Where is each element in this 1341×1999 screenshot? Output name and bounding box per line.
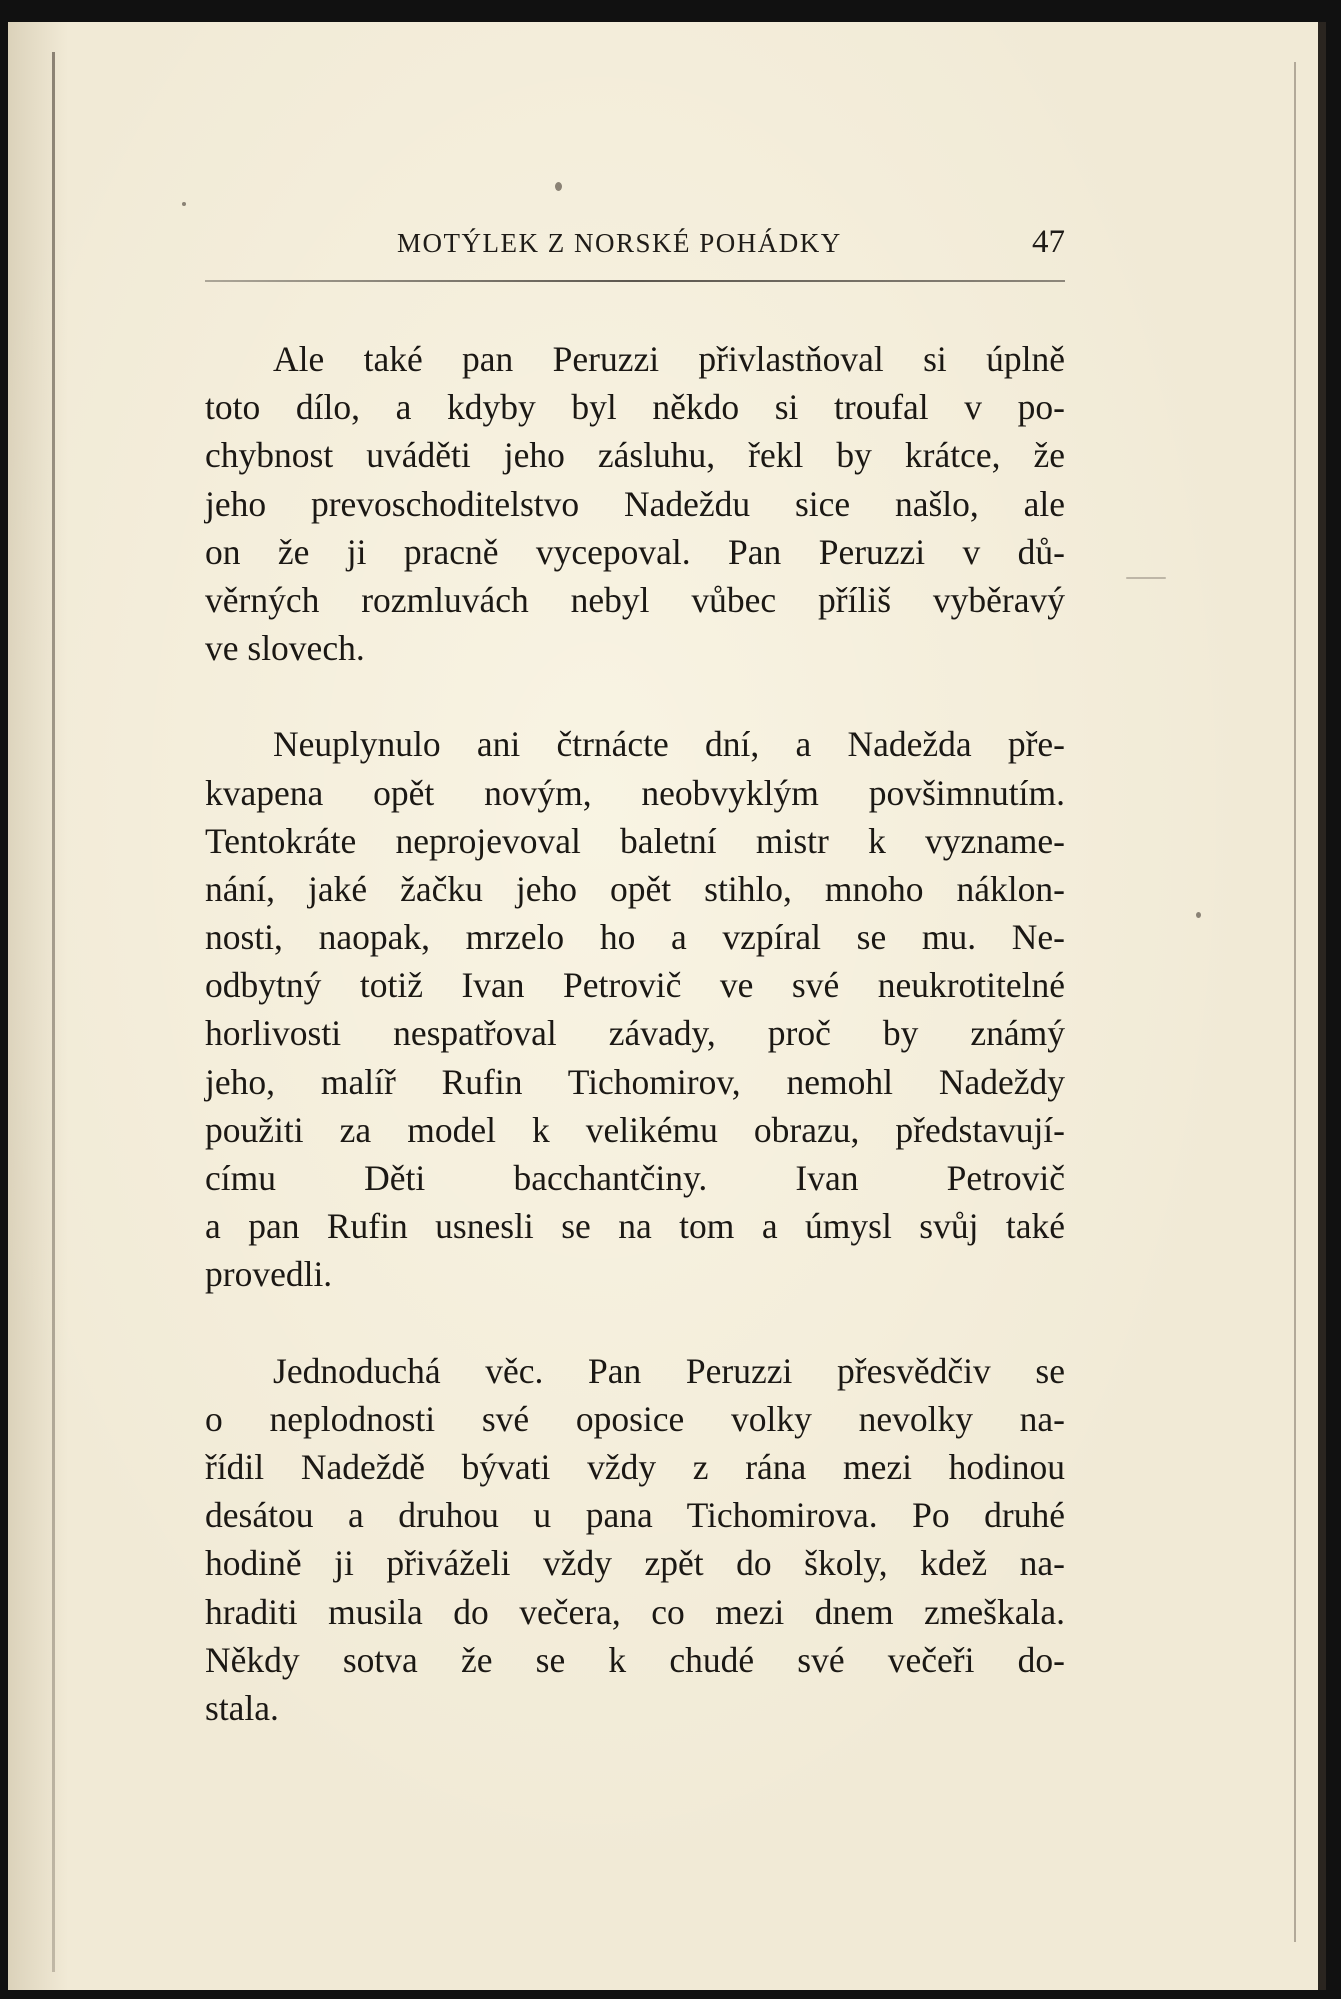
paragraph <box>205 1347 1065 1733</box>
header-rule <box>205 280 1065 282</box>
text-line: Jednoduchá věc. Pan Peruzzi přesvědčiv se <box>273 1350 1065 1391</box>
text-line: hraditi musila do večera, co mezi dnem zmeškala. <box>205 1591 1065 1632</box>
text-line: stala. <box>205 1687 279 1728</box>
text-line: on že ji pracně vycepoval. Pan Peruzzi v dů- <box>205 531 1065 572</box>
page-number: 47 <box>1032 224 1065 260</box>
text-line: kvapena opět novým, neobvyklým povšimnutím. <box>205 772 1065 813</box>
paper-speck <box>182 202 186 206</box>
text-line: desátou a druhou u pana Tichomirova. Po druhé <box>205 1495 1065 1536</box>
text-line: horlivosti nespatřoval závady, proč by známý <box>205 1013 1065 1054</box>
text-line: nání, jaké žačku jeho opět stihlo, mnoho náklon- <box>205 868 1065 909</box>
text-line: Někdy sotva že se k chudé své večeři do- <box>205 1639 1065 1680</box>
paper-speck <box>555 182 562 191</box>
body-text <box>205 335 1065 1780</box>
text-line: Neuplynulo ani čtrnácte dní, a Nadežda pře- <box>273 724 1065 765</box>
text-line: jeho prevoschoditelstvo Nadeždu sice našlo, ale <box>205 483 1065 524</box>
text-line: ve slovech. <box>205 628 365 669</box>
text-line: použiti za model k velikému obrazu, představují- <box>205 1109 1065 1150</box>
text-line: věrných rozmluvách nebyl vůbec příliš vyběravý <box>205 579 1065 620</box>
text-line: Tentokráte neprojevoval baletní mistr k vyzname- <box>205 820 1065 861</box>
text-line: provedli. <box>205 1254 333 1295</box>
text-line: a pan Rufin usnesli se na tom a úmysl svůj také <box>205 1206 1065 1247</box>
text-line: nosti, naopak, mrzelo ho a vzpíral se mu. Ne- <box>205 917 1065 958</box>
text-line: toto dílo, a kdyby byl někdo si troufal v po- <box>205 387 1065 428</box>
paragraph <box>205 720 1065 1298</box>
text-line: řídil Nadeždě bývati vždy z rána mezi hodinou <box>205 1446 1065 1487</box>
running-title: MOTÝLEK Z NORSKÉ POHÁDKY <box>397 228 842 258</box>
running-header <box>205 222 1065 272</box>
binding-edge <box>52 52 55 1972</box>
paper-speck <box>1126 577 1166 579</box>
text-line: odbytný totiž Ivan Petrovič ve své neukrotitelné <box>205 965 1065 1006</box>
text-line: jeho, malíř Rufin Tichomirov, nemohl Nadeždy <box>205 1061 1065 1102</box>
text-line: címu Děti bacchantčiny. Ivan Petrovič <box>205 1158 1065 1198</box>
text-line: Ale také pan Peruzzi přivlastňoval si úplně <box>273 339 1065 379</box>
text-line: chybnost uváděti jeho zásluhu, řekl by krátce, že <box>205 435 1065 476</box>
text-line: hodině ji přiváželi vždy zpět do školy, kdež na- <box>205 1543 1065 1584</box>
paragraph <box>205 335 1065 672</box>
text-line: o neplodnosti své oposice volky nevolky na- <box>205 1398 1065 1439</box>
page-edge <box>1294 62 1296 1942</box>
paper-speck <box>1196 912 1201 918</box>
